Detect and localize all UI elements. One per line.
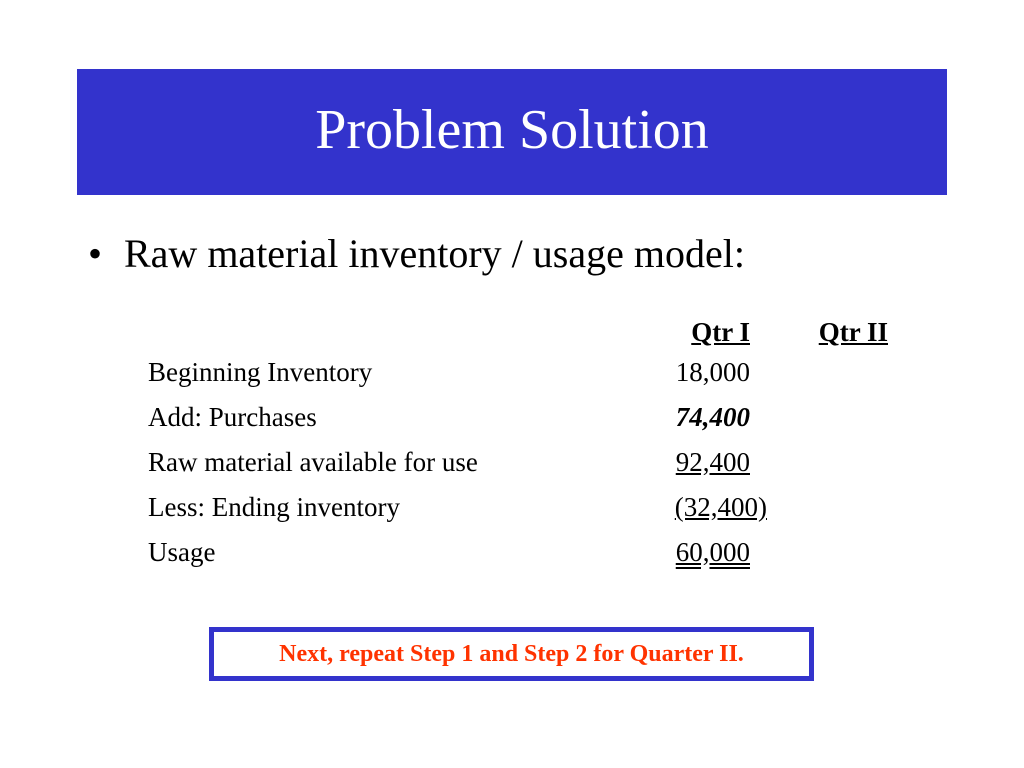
row-value-qtr-1: 18,000 [675, 357, 750, 387]
row-label: Less: Ending inventory [148, 492, 400, 522]
table-row [148, 357, 788, 391]
column-header-qtr-2: Qtr II [818, 317, 888, 347]
slide-title: Problem Solution [315, 99, 709, 161]
note-callout-inner [212, 630, 811, 678]
note-text: Next, repeat Step 1 and Step 2 for Quarter II. [279, 640, 744, 667]
row-value-qtr-1: 74,400 [675, 402, 750, 432]
row-label: Usage [148, 537, 216, 567]
row-label: Beginning Inventory [148, 357, 373, 387]
row-value-qtr-1: (32,400) [674, 492, 767, 522]
bullet-marker: • [88, 231, 103, 276]
table-row [148, 537, 788, 571]
note-callout [209, 627, 814, 681]
row-label: Add: Purchases [148, 402, 317, 432]
table-row [148, 447, 788, 481]
table-row [148, 492, 788, 526]
bullet-text: Raw material inventory / usage model: [124, 231, 745, 276]
row-label: Raw material available for use [148, 447, 478, 477]
row-value-qtr-1: 60,000 [675, 537, 750, 567]
column-header-qtr-1: Qtr I [691, 317, 750, 347]
row-value-qtr-1: 92,400 [675, 447, 750, 477]
table-row [148, 402, 788, 436]
